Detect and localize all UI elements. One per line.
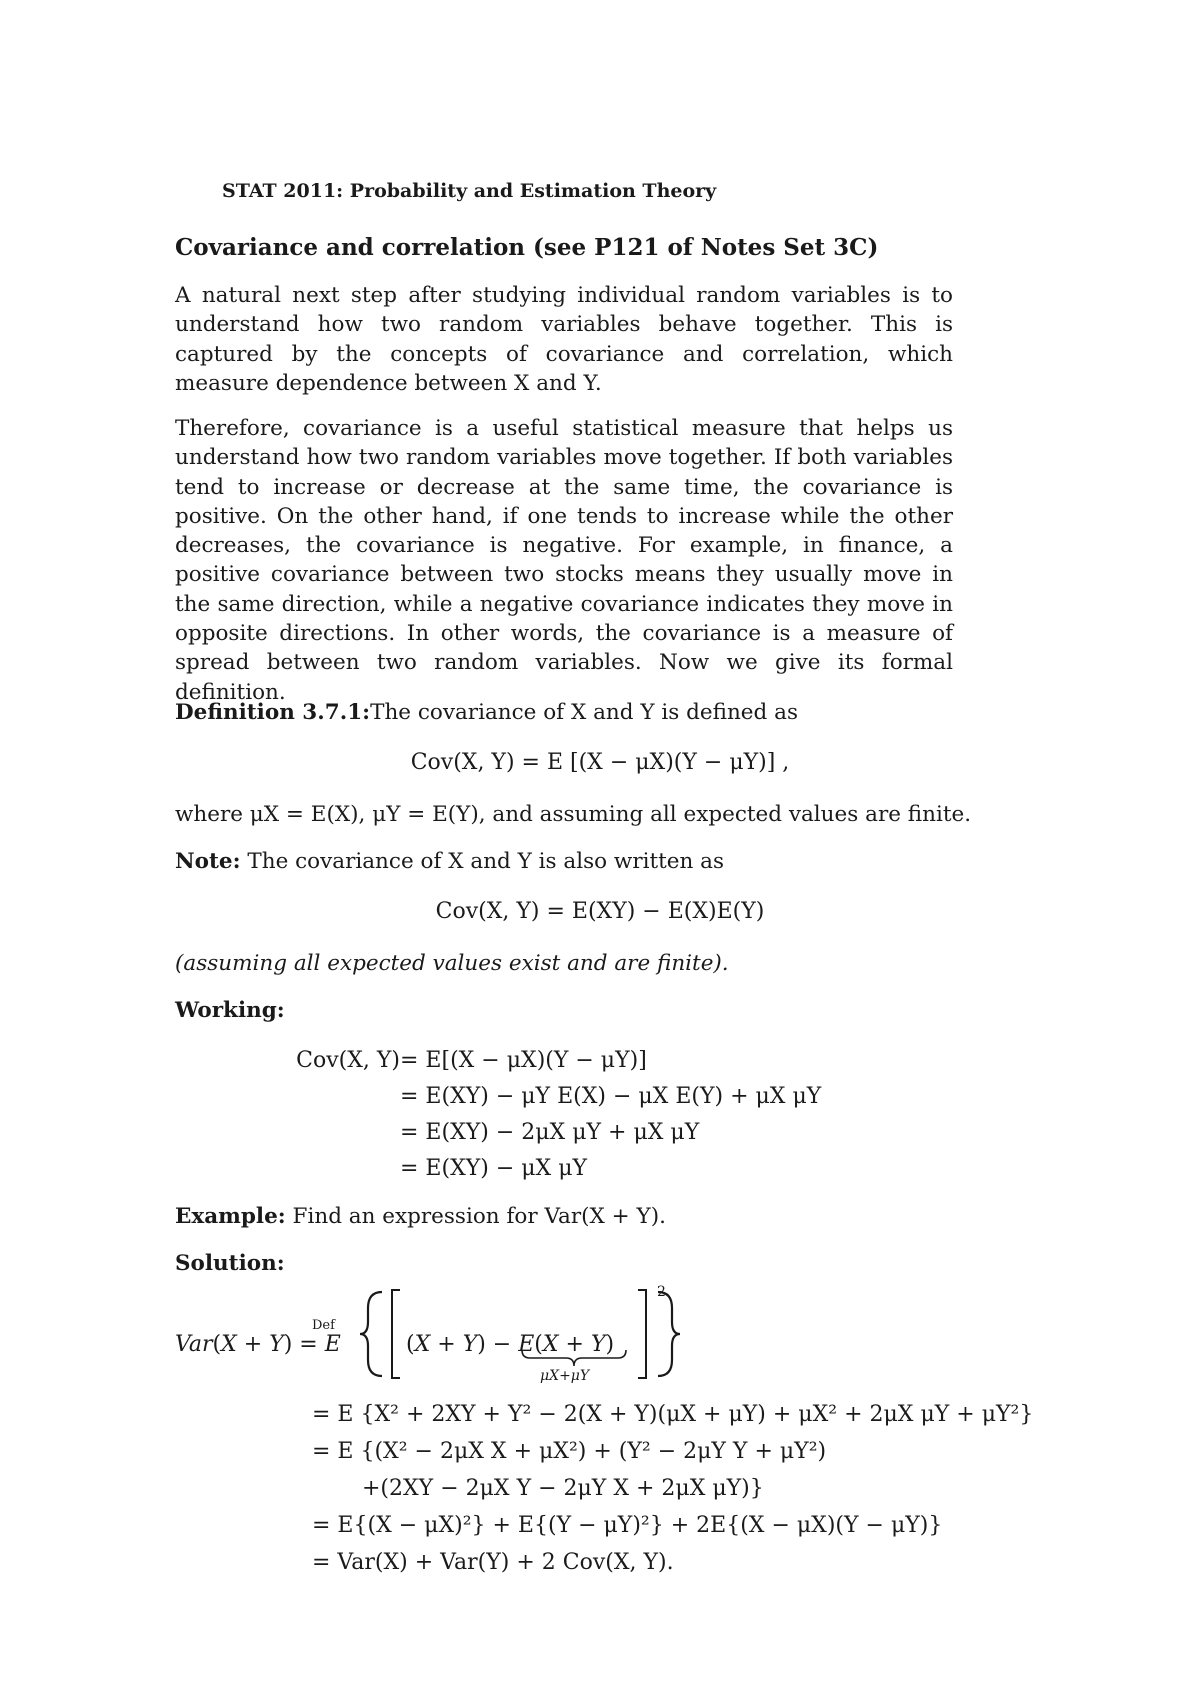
def-marker: Def [312,1318,335,1333]
solution-lhs: Var(X + Y) = E [175,1332,341,1357]
underbrace-label: μX+μY [540,1368,590,1384]
working-lhs: Cov(X, Y) [296,1048,400,1073]
section-title: Covariance and correlation (see P121 of Notes Set 3C) [175,234,879,261]
example-line [175,1204,666,1229]
solution-line-4: = E{(X − μX)²} + E{(Y − μY)²} + 2E{(X − μX)(Y − μY)} [312,1513,943,1538]
note-label: Note: [175,849,241,874]
explanation-paragraph: Therefore, covariance is a useful statistical measure that helps us understand how two random variables move together. If both variables tend to increase or decrease at the same time, the covariance is positive. On the other hand, if one tends to increase while the other decreases, the covariance is negative. For example, in finance, a positive covariance between two stocks means they usually move in the same direction, while a negative covariance indicates they move in opposite directions. In other words, the covariance is a measure of spread between two random variables. Now we give its formal definition. [175,416,953,705]
definition-where: where μX = E(X), μY = E(Y), and assuming all expected values are finite. [175,802,972,827]
note-assumption: (assuming all expected values exist and are finite). [175,951,729,976]
intro-paragraph: A natural next step after studying individual random variables is to understand how two random variables behave together. This is captured by the concepts of covariance and correlation, which measure dependence between X and Y. [175,283,953,396]
solution-line-1: = E {X² + 2XY + Y² − 2(X + Y)(μX + μY) + μX² + 2μX μY + μY²} [312,1402,1034,1427]
note-text: The covariance of X and Y is also written as [247,849,725,874]
working-line-2: = E(XY) − μY E(X) − μX E(Y) + μX μY [400,1084,822,1109]
working-line-1: = E[(X − μX)(Y − μY)] [400,1048,647,1073]
definition-line [175,700,798,725]
definition-text: The covariance of X and Y is defined as [370,700,798,725]
working-label: Working: [175,998,285,1023]
working-line-4: = E(XY) − μX μY [400,1156,588,1181]
example-label: Example: [175,1204,286,1229]
definition-label: Definition 3.7.1: [175,700,371,725]
course-header: STAT 2011: Probability and Estimation Theory [222,180,717,202]
note-equation: Cov(X, Y) = E(XY) − E(X)E(Y) [435,899,765,924]
solution-label: Solution: [175,1251,285,1276]
power-two: 2 [657,1284,666,1300]
right-curly-brace [658,1292,680,1376]
definition-equation: Cov(X, Y) = E [(X − μX)(Y − μY)] , [410,750,790,775]
right-square-bracket [638,1290,646,1378]
left-curly-brace [360,1292,382,1376]
working-line-3: = E(XY) − 2μX μY + μX μY [400,1120,700,1145]
note-line [175,849,724,874]
left-square-bracket [392,1290,400,1378]
solution-line-2: = E {(X² − 2μX X + μX²) + (Y² − 2μY Y + μY²) [312,1439,827,1464]
solution-line-3: +(2XY − 2μX Y − 2μY X + 2μX μY)} [362,1476,764,1501]
solution-line-5: = Var(X) + Var(Y) + 2 Cov(X, Y). [312,1550,674,1575]
bracket-content: (X + Y) − E(X + Y) [406,1332,615,1357]
example-text: Find an expression for Var(X + Y). [292,1204,666,1229]
